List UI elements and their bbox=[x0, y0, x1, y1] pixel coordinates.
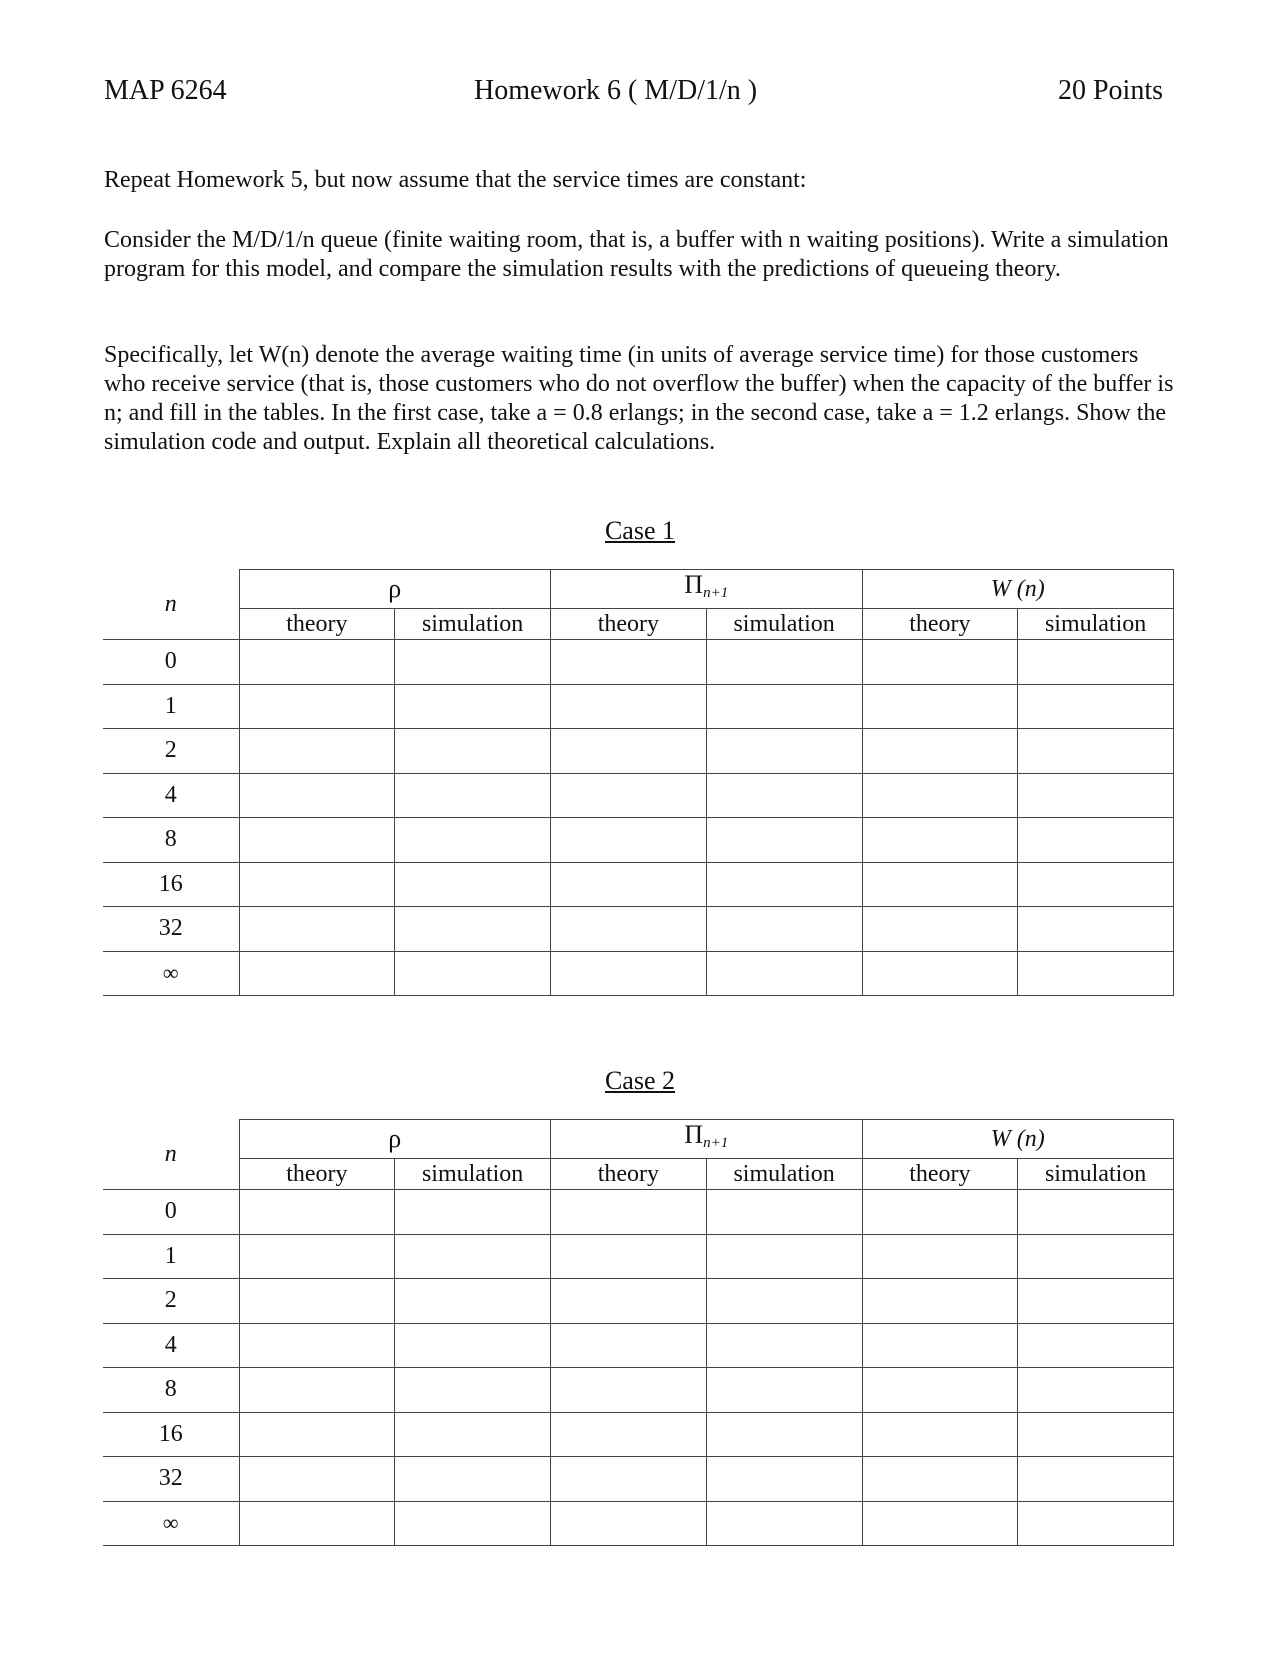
table-cell[interactable] bbox=[862, 640, 1018, 685]
table-cell[interactable] bbox=[1018, 1190, 1174, 1235]
n-value: 8 bbox=[103, 1368, 239, 1413]
table-cell[interactable] bbox=[862, 1190, 1018, 1235]
pi-symbol: Π bbox=[684, 1120, 704, 1149]
w-simulation-header: simulation bbox=[1018, 1159, 1174, 1190]
pi-subscript: n+1 bbox=[703, 1135, 729, 1151]
n-value: 16 bbox=[103, 1412, 239, 1457]
table-cell[interactable] bbox=[862, 1412, 1018, 1457]
table-cell[interactable] bbox=[1018, 1323, 1174, 1368]
n-value: ∞ bbox=[103, 1501, 239, 1546]
table-cell[interactable] bbox=[706, 907, 862, 952]
n-column-header: n bbox=[103, 1120, 239, 1190]
table-cell[interactable] bbox=[862, 818, 1018, 863]
n-value: 32 bbox=[103, 907, 239, 952]
table-cell[interactable] bbox=[395, 684, 551, 729]
n-value: 4 bbox=[103, 1323, 239, 1368]
w-group-header bbox=[862, 570, 1174, 609]
table-cell[interactable] bbox=[239, 684, 395, 729]
n-value: 1 bbox=[103, 684, 239, 729]
rho-theory-header: theory bbox=[239, 609, 395, 640]
table-row bbox=[103, 729, 1174, 774]
table-cell[interactable] bbox=[395, 1234, 551, 1279]
table-cell[interactable] bbox=[1018, 640, 1174, 685]
table-cell[interactable] bbox=[862, 1457, 1018, 1502]
table-cell[interactable] bbox=[1018, 729, 1174, 774]
table-cell[interactable] bbox=[1018, 1501, 1174, 1546]
table-row bbox=[103, 773, 1174, 818]
pi-symbol: Π bbox=[684, 570, 704, 599]
table-cell[interactable] bbox=[551, 907, 707, 952]
table-cell[interactable] bbox=[395, 1368, 551, 1413]
w-label: W (n) bbox=[990, 1126, 1045, 1152]
table-cell[interactable] bbox=[395, 1457, 551, 1502]
table-cell[interactable] bbox=[239, 640, 395, 685]
table-cell[interactable] bbox=[706, 684, 862, 729]
table-cell[interactable] bbox=[706, 729, 862, 774]
table-row bbox=[103, 1457, 1174, 1502]
table-cell[interactable] bbox=[1018, 1457, 1174, 1502]
table-cell[interactable] bbox=[862, 951, 1018, 996]
w-theory-header: theory bbox=[862, 1159, 1018, 1190]
table-cell[interactable] bbox=[395, 729, 551, 774]
table-cell[interactable] bbox=[706, 818, 862, 863]
table-cell[interactable] bbox=[395, 1501, 551, 1546]
case-1-table bbox=[103, 569, 1174, 996]
table-row bbox=[103, 684, 1174, 729]
rho-label: ρ bbox=[388, 1123, 402, 1153]
n-value: 2 bbox=[103, 1279, 239, 1324]
model-paragraph: Consider the M/D/1/n queue (finite waiting room, that is, a buffer with n waiting positions). Write a simulation program for this model, and compare the simulation results with the predictions of queueing theory. bbox=[104, 227, 1169, 282]
table-cell[interactable] bbox=[239, 951, 395, 996]
table-cell[interactable] bbox=[551, 640, 707, 685]
pi-simulation-header: simulation bbox=[706, 1159, 862, 1190]
table-row bbox=[103, 1412, 1174, 1457]
table-cell[interactable] bbox=[395, 907, 551, 952]
case-1-title: Case 1 bbox=[604, 516, 676, 545]
table-cell[interactable] bbox=[239, 729, 395, 774]
table-row bbox=[103, 640, 1174, 685]
n-value: 0 bbox=[103, 640, 239, 685]
table-cell[interactable] bbox=[862, 684, 1018, 729]
table-cell[interactable] bbox=[862, 1368, 1018, 1413]
case-2-title: Case 2 bbox=[604, 1066, 676, 1095]
table-cell[interactable] bbox=[395, 862, 551, 907]
table-cell[interactable] bbox=[706, 773, 862, 818]
rho-group-header bbox=[239, 570, 551, 609]
table-cell[interactable] bbox=[551, 684, 707, 729]
pi-group-header bbox=[551, 570, 863, 609]
points-label: 20 Points bbox=[1057, 75, 1163, 106]
table-row bbox=[103, 818, 1174, 863]
table-row bbox=[103, 862, 1174, 907]
table-cell[interactable] bbox=[239, 1412, 395, 1457]
course-code: MAP 6264 bbox=[104, 75, 227, 106]
table-cell[interactable] bbox=[1018, 818, 1174, 863]
instructions-paragraph: Specifically, let W(n) denote the average waiting time (in units of average service time) for those customers who receive service (that is, those customers who do not overflow the buffer) when the capacity of the buffer is n; and fill in the tables. In the first case, take a = 0.8 erlangs; in the second case, take a = 1.2 erlangs. Show the simulation code and output. Explain all theoretical calculations. bbox=[104, 342, 1174, 455]
table-row bbox=[103, 951, 1174, 996]
table-cell[interactable] bbox=[1018, 1368, 1174, 1413]
table-cell[interactable] bbox=[551, 951, 707, 996]
w-label: W (n) bbox=[990, 576, 1045, 602]
table-row bbox=[103, 1368, 1174, 1413]
pi-theory-header: theory bbox=[551, 609, 707, 640]
table-cell[interactable] bbox=[395, 773, 551, 818]
w-simulation-header: simulation bbox=[1018, 609, 1174, 640]
table-cell[interactable] bbox=[706, 1368, 862, 1413]
table-cell[interactable] bbox=[551, 1501, 707, 1546]
n-value: 8 bbox=[103, 818, 239, 863]
table-cell[interactable] bbox=[239, 1190, 395, 1235]
table-cell[interactable] bbox=[706, 640, 862, 685]
homework-title: Homework 6 ( M/D/1/n ) bbox=[474, 75, 758, 106]
table-cell[interactable] bbox=[551, 1323, 707, 1368]
n-value: 2 bbox=[103, 729, 239, 774]
table-cell[interactable] bbox=[862, 907, 1018, 952]
table-cell[interactable] bbox=[551, 818, 707, 863]
table-cell[interactable] bbox=[706, 1457, 862, 1502]
table-cell[interactable] bbox=[862, 1279, 1018, 1324]
table-cell[interactable] bbox=[551, 862, 707, 907]
table-cell[interactable] bbox=[551, 1412, 707, 1457]
table-cell[interactable] bbox=[706, 1234, 862, 1279]
n-value: 32 bbox=[103, 1457, 239, 1502]
table-cell[interactable] bbox=[551, 729, 707, 774]
rho-theory-header: theory bbox=[239, 1159, 395, 1190]
table-cell[interactable] bbox=[862, 773, 1018, 818]
table-cell[interactable] bbox=[1018, 907, 1174, 952]
table-cell[interactable] bbox=[239, 1279, 395, 1324]
table-row bbox=[103, 1279, 1174, 1324]
pi-simulation-header: simulation bbox=[706, 609, 862, 640]
table-cell[interactable] bbox=[239, 862, 395, 907]
table-cell[interactable] bbox=[395, 1323, 551, 1368]
table-row bbox=[103, 907, 1174, 952]
table-cell[interactable] bbox=[1018, 684, 1174, 729]
pi-group-header bbox=[551, 1120, 863, 1159]
table-cell[interactable] bbox=[1018, 862, 1174, 907]
table-cell[interactable] bbox=[1018, 1412, 1174, 1457]
table-cell[interactable] bbox=[395, 818, 551, 863]
rho-simulation-header: simulation bbox=[395, 1159, 551, 1190]
table-cell[interactable] bbox=[239, 1368, 395, 1413]
rho-label: ρ bbox=[388, 573, 402, 603]
table-cell[interactable] bbox=[862, 1234, 1018, 1279]
table-cell[interactable] bbox=[239, 1234, 395, 1279]
table-cell[interactable] bbox=[239, 773, 395, 818]
case-2-table bbox=[103, 1119, 1174, 1546]
table-cell[interactable] bbox=[706, 1279, 862, 1324]
table-cell[interactable] bbox=[395, 1190, 551, 1235]
table-row bbox=[103, 1501, 1174, 1546]
table-cell[interactable] bbox=[706, 1412, 862, 1457]
table-cell[interactable] bbox=[706, 951, 862, 996]
table-cell[interactable] bbox=[706, 862, 862, 907]
pi-subscript: n+1 bbox=[703, 585, 729, 601]
table-cell[interactable] bbox=[1018, 1279, 1174, 1324]
table-cell[interactable] bbox=[706, 1323, 862, 1368]
n-value: 1 bbox=[103, 1234, 239, 1279]
table-cell[interactable] bbox=[239, 907, 395, 952]
table-cell[interactable] bbox=[551, 1190, 707, 1235]
n-value: 0 bbox=[103, 1190, 239, 1235]
w-theory-header: theory bbox=[862, 609, 1018, 640]
pi-theory-header: theory bbox=[551, 1159, 707, 1190]
table-cell[interactable] bbox=[706, 1501, 862, 1546]
rho-simulation-header: simulation bbox=[395, 609, 551, 640]
table-cell[interactable] bbox=[239, 1501, 395, 1546]
table-cell[interactable] bbox=[862, 729, 1018, 774]
n-value: ∞ bbox=[103, 951, 239, 996]
table-cell[interactable] bbox=[239, 1323, 395, 1368]
table-cell[interactable] bbox=[239, 818, 395, 863]
table-cell[interactable] bbox=[395, 640, 551, 685]
table-cell[interactable] bbox=[706, 1190, 862, 1235]
table-cell[interactable] bbox=[551, 1234, 707, 1279]
table-cell[interactable] bbox=[1018, 951, 1174, 996]
rho-group-header bbox=[239, 1120, 551, 1159]
table-cell[interactable] bbox=[1018, 1234, 1174, 1279]
n-value: 4 bbox=[103, 773, 239, 818]
table-cell[interactable] bbox=[862, 862, 1018, 907]
table-cell[interactable] bbox=[862, 1501, 1018, 1546]
table-cell[interactable] bbox=[239, 1457, 395, 1502]
table-cell[interactable] bbox=[395, 1412, 551, 1457]
n-column-header: n bbox=[103, 570, 239, 640]
table-cell[interactable] bbox=[395, 951, 551, 996]
table-cell[interactable] bbox=[551, 1279, 707, 1324]
table-cell[interactable] bbox=[395, 1279, 551, 1324]
table-cell[interactable] bbox=[862, 1323, 1018, 1368]
table-cell[interactable] bbox=[1018, 773, 1174, 818]
table-cell[interactable] bbox=[551, 1457, 707, 1502]
table-cell[interactable] bbox=[551, 1368, 707, 1413]
w-group-header bbox=[862, 1120, 1174, 1159]
table-row bbox=[103, 1323, 1174, 1368]
table-cell[interactable] bbox=[551, 773, 707, 818]
table-row bbox=[103, 1190, 1174, 1235]
n-value: 16 bbox=[103, 862, 239, 907]
intro-paragraph: Repeat Homework 5, but now assume that the service times are constant: bbox=[104, 167, 807, 193]
table-row bbox=[103, 1234, 1174, 1279]
